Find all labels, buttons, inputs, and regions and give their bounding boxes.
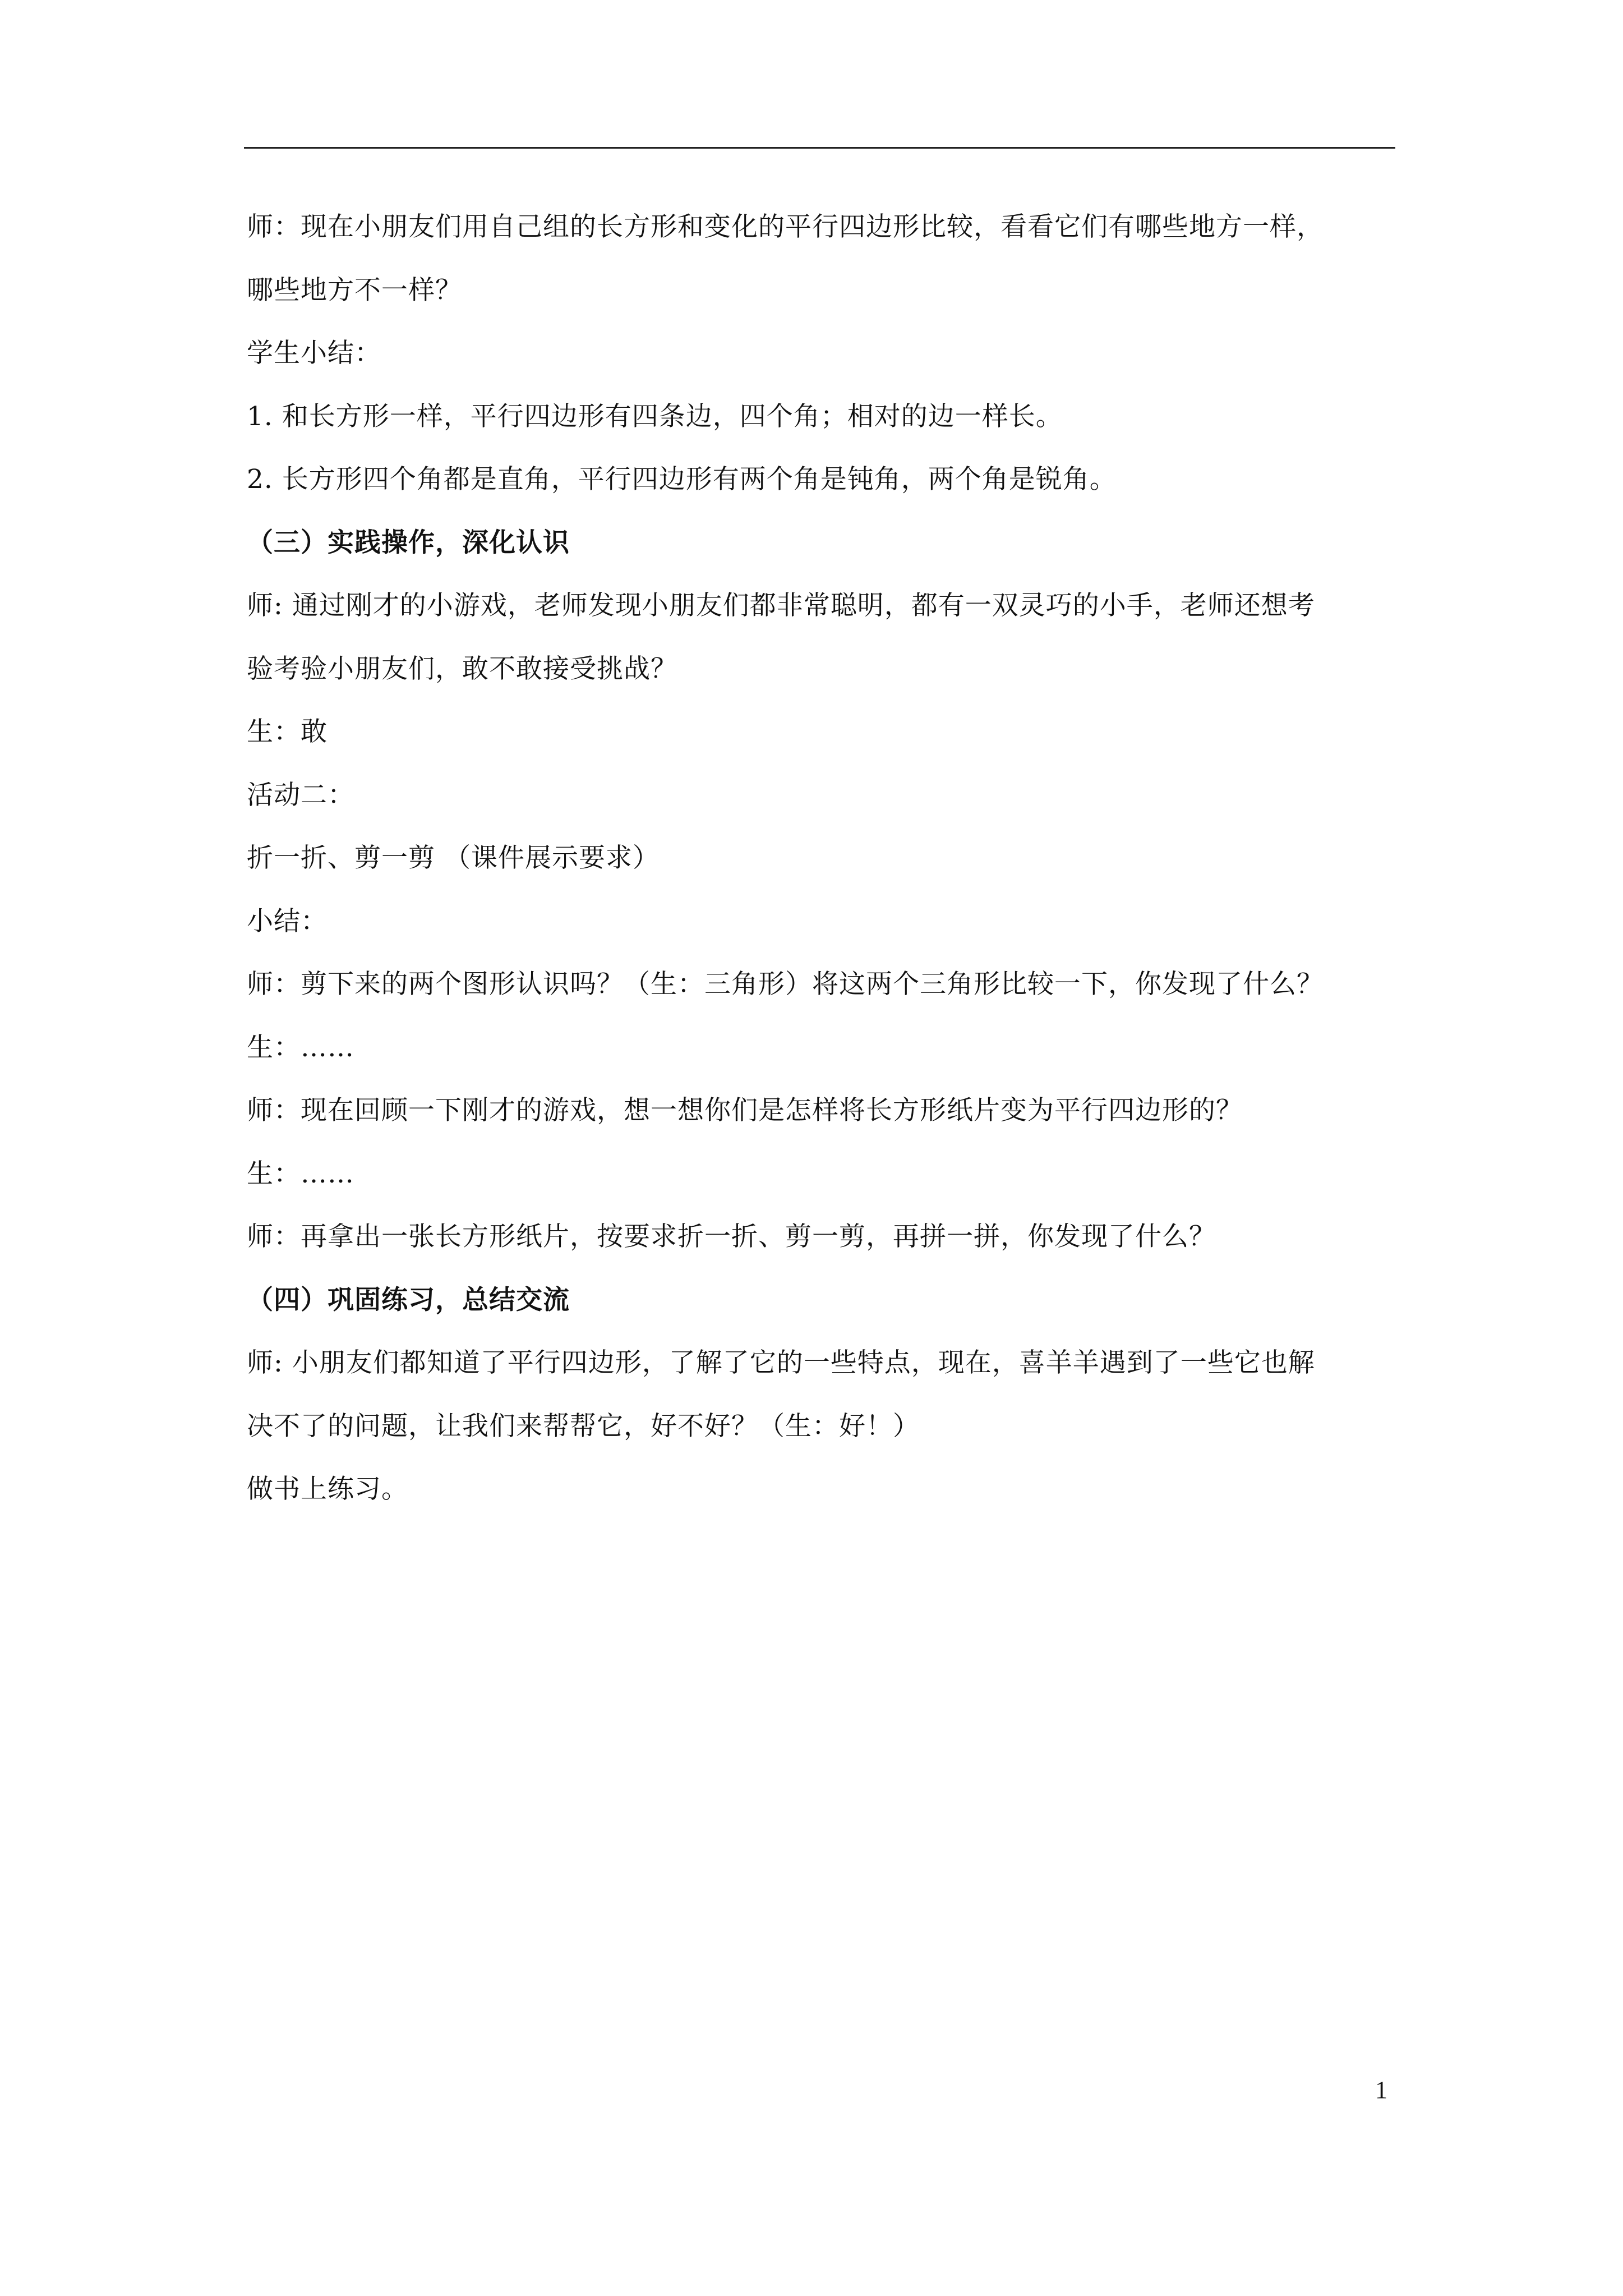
paragraph-line: 师：剪下来的两个图形认识吗？（生：三角形）将这两个三角形比较一下，你发现了什么？	[247, 969, 1324, 1000]
paragraph-line: 小结：	[247, 905, 328, 937]
paragraph-line: 哪些地方不一样？	[247, 274, 462, 306]
paragraph-line: 学生小结：	[247, 338, 381, 369]
list-item: 2. 长方形四个角都是直角，平行四边形有两个角是钝角，两个角是锐角。	[247, 464, 1117, 495]
document-body	[247, 208, 1396, 1533]
paragraph-line: 师：现在回顾一下刚才的游戏，想一想你们是怎样将长方形纸片变为平行四边形的？	[247, 1095, 1243, 1126]
paragraph-line: 生：……	[247, 1158, 354, 1189]
page-number: 1	[1375, 2076, 1387, 2104]
paragraph-line: 生：……	[247, 1032, 354, 1063]
paragraph-line: 做书上练习。	[247, 1474, 408, 1504]
paragraph-line: 师: 小朋友们都知道了平行四边形，了解了它的一些特点，现在，喜羊羊遇到了一些它也解	[247, 1347, 1315, 1378]
paragraph-line: 师：再拿出一张长方形纸片，按要求折一折、剪一剪，再拼一拼，你发现了什么？	[247, 1221, 1216, 1252]
paragraph-line: 活动二：	[247, 779, 354, 811]
paragraph-line: 决不了的问题，让我们来帮帮它，好不好？（生：好！）	[247, 1410, 920, 1442]
paragraph-line: 折一折、剪一剪 （课件展示要求）	[247, 843, 660, 873]
section-heading: （三）实践操作，深化认识	[247, 527, 570, 558]
paragraph-line: 师：现在小朋友们用自己组的长方形和变化的平行四边形比较，看看它们有哪些地方一样，	[247, 211, 1324, 242]
list-item: 1. 和长方形一样，平行四边形有四条边，四个角；相对的边一样长。	[247, 401, 1063, 432]
paragraph-line: 验考验小朋友们，敢不敢接受挑战？	[247, 653, 677, 684]
header-rule	[244, 147, 1395, 149]
paragraph-line: 生：敢	[247, 716, 328, 747]
section-heading: （四）巩固练习，总结交流	[247, 1284, 570, 1315]
paragraph-line: 师: 通过刚才的小游戏，老师发现小朋友们都非常聪明，都有一双灵巧的小手，老师还想考	[247, 590, 1315, 621]
